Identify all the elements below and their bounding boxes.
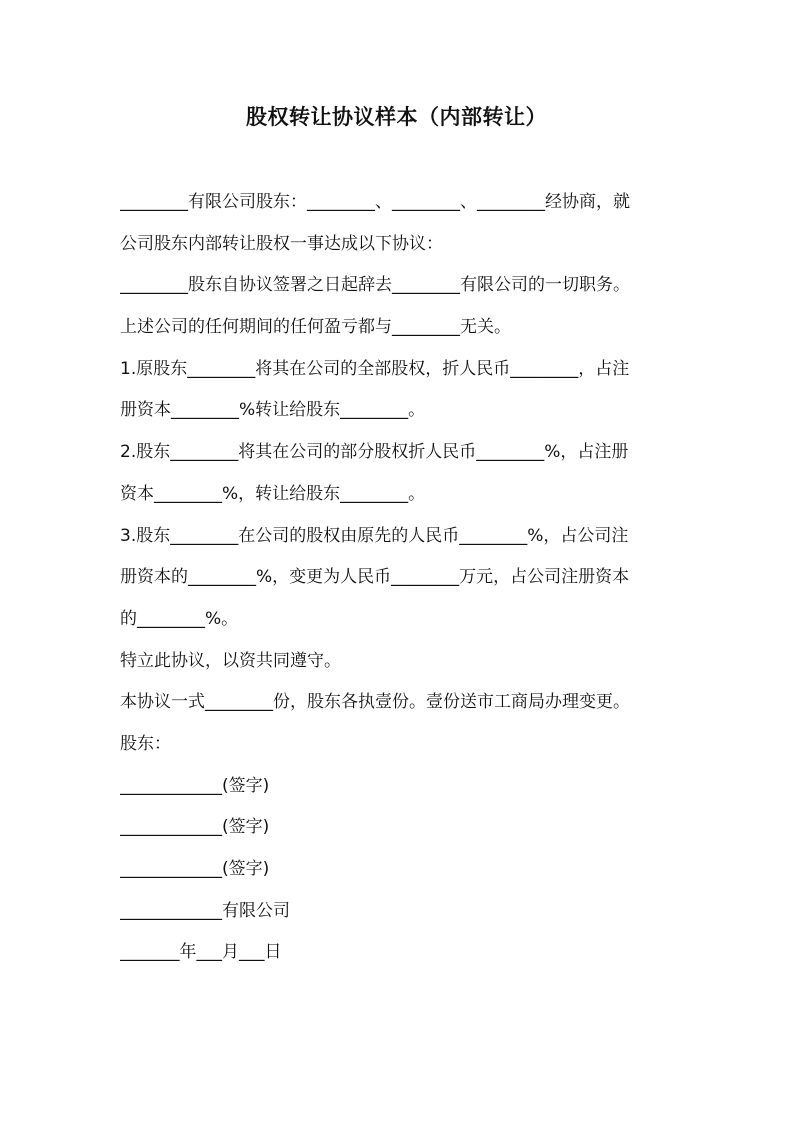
text-line: 册资本的________%，变更为人民币________万元，占公司注册资本: [120, 567, 630, 588]
signature-line: ____________(签字): [120, 775, 270, 796]
text-line: ________有限公司股东：________、________、________经协商，就: [120, 192, 630, 212]
text-line: 特立此协议，以资共同遵守。: [120, 650, 341, 671]
signature-line: ____________(签字): [120, 817, 270, 838]
text-line: 资本________%，转让给股东________。: [120, 483, 426, 504]
text-line: 1.原股东________将其在公司的全部股权，折人民币________，占注: [120, 358, 630, 379]
text-line: 公司股东内部转让股权一事达成以下协议：: [120, 233, 443, 254]
company-line: ____________有限公司: [120, 900, 290, 921]
date-line: _______年___月___日: [120, 942, 282, 963]
signature-line: ____________(签字): [120, 859, 270, 879]
text-line: 上述公司的任何期间的任何盈亏都与________无关。: [120, 317, 511, 338]
text-line: 的________%。: [120, 608, 239, 629]
shareholder-label: 股东：: [120, 733, 171, 754]
document-title: 股权转让协议样本（内部转让）: [246, 105, 547, 129]
text-line: 3.股东________在公司的股权由原先的人民币________%，占公司注: [120, 525, 629, 546]
text-line: ________股东自协议签署之日起辞去________有限公司的一切职务。: [120, 275, 630, 296]
document-body: [120, 182, 676, 974]
text-line: 册资本________%转让给股东________。: [120, 400, 426, 421]
text-line: 2.股东________将其在公司的部分股权折人民币________%，占注册: [120, 442, 629, 463]
text-line: 本协议一式________份，股东各执壹份。壹份送市工商局办理变更。: [120, 692, 630, 713]
